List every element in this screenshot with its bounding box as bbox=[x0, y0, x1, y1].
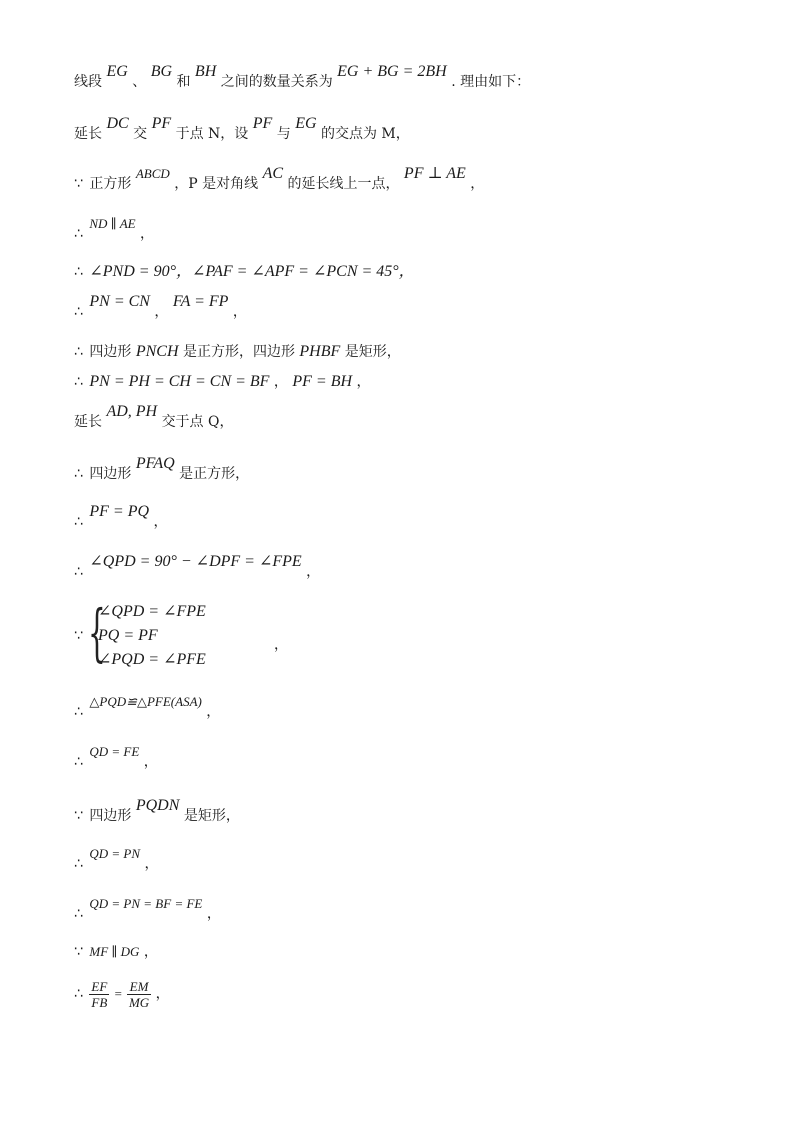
text: 四边形 bbox=[89, 466, 132, 482]
math: QD = PN bbox=[89, 846, 141, 861]
text: ， bbox=[155, 986, 170, 1002]
line-16 bbox=[74, 797, 240, 826]
therefore-symbol: ∴ bbox=[74, 906, 83, 922]
math: EG bbox=[295, 115, 317, 132]
line-10 bbox=[74, 455, 250, 484]
math: ∠QPD = 90° − ∠DPF = ∠FPE bbox=[89, 553, 302, 570]
text: 的交点为 M， bbox=[320, 126, 410, 142]
therefore-symbol: ∴ bbox=[74, 986, 83, 1002]
text: 四边形 bbox=[89, 344, 132, 360]
denominator: FB bbox=[91, 994, 108, 1010]
text: ， bbox=[232, 304, 247, 320]
therefore-symbol: ∴ bbox=[74, 374, 83, 390]
because-symbol: ∵ bbox=[74, 176, 83, 192]
math: EG + BG = 2BH bbox=[337, 63, 447, 80]
because-symbol: ∵ bbox=[74, 628, 83, 644]
therefore-symbol: ∴ bbox=[74, 564, 83, 580]
line-6 bbox=[74, 293, 247, 322]
because-symbol: ∵ bbox=[74, 944, 83, 960]
text: 于点 N，设 bbox=[175, 126, 249, 142]
math: PF = PQ bbox=[89, 503, 150, 520]
math: QD = PN = BF = FE bbox=[89, 896, 203, 911]
text: ， bbox=[154, 304, 169, 320]
line-2 bbox=[74, 115, 410, 144]
text: 之间的数量关系为 bbox=[220, 74, 333, 90]
text: ， bbox=[143, 944, 158, 960]
math: PF = BH bbox=[292, 373, 353, 390]
therefore-symbol: ∴ bbox=[74, 466, 83, 482]
because-symbol: ∵ bbox=[74, 808, 83, 824]
text: ， bbox=[470, 176, 485, 192]
line-1 bbox=[74, 63, 531, 92]
text: ， bbox=[144, 856, 159, 872]
text: 、 bbox=[132, 74, 147, 90]
line-20 bbox=[74, 978, 170, 1010]
text: ， bbox=[140, 226, 155, 242]
text: ，P 是对角线 bbox=[174, 176, 259, 192]
text: ， bbox=[206, 906, 221, 922]
line-12 bbox=[74, 553, 321, 582]
math: PN = CN bbox=[89, 293, 150, 310]
text: 是正方形，四边形 bbox=[182, 344, 295, 360]
math: ND ∥ AE bbox=[89, 216, 136, 231]
text: ， bbox=[143, 754, 158, 770]
line-4 bbox=[74, 216, 155, 244]
condition-row: ∠QPD = ∠FPE bbox=[98, 603, 206, 620]
line-11 bbox=[74, 503, 168, 532]
line-7 bbox=[74, 342, 401, 362]
condition-rows bbox=[98, 600, 206, 672]
text: 是正方形， bbox=[179, 466, 250, 482]
text: 和 bbox=[176, 74, 191, 90]
math: △PQD≌△PFE(ASA) bbox=[89, 694, 202, 709]
left-brace-icon: { bbox=[88, 596, 106, 669]
text: 延长 bbox=[74, 126, 102, 142]
numerator: EF bbox=[91, 978, 108, 994]
fraction-em-mg bbox=[127, 979, 151, 1010]
text: 是矩形， bbox=[344, 344, 401, 360]
text: 正方形 bbox=[89, 176, 132, 192]
math: EG bbox=[106, 63, 128, 80]
math: AC bbox=[262, 165, 284, 182]
text: . 理由如下： bbox=[451, 74, 531, 90]
math: PF bbox=[252, 115, 273, 132]
text: 线段 bbox=[74, 74, 102, 90]
condition-row: PQ = PF bbox=[98, 627, 158, 644]
text: 四边形 bbox=[89, 808, 132, 824]
numerator: EM bbox=[127, 979, 151, 995]
text: ， bbox=[153, 514, 168, 530]
text: 与 bbox=[276, 126, 291, 142]
therefore-symbol: ∴ bbox=[74, 226, 83, 242]
line-14 bbox=[74, 694, 221, 722]
text: 是矩形， bbox=[183, 808, 240, 824]
line-15 bbox=[74, 744, 158, 772]
math: AD, PH bbox=[106, 403, 158, 420]
therefore-symbol: ∴ bbox=[74, 704, 83, 720]
text: 交 bbox=[133, 126, 148, 142]
math: PFAQ bbox=[135, 455, 175, 472]
line-8 bbox=[74, 372, 370, 392]
line-5 bbox=[74, 262, 415, 282]
therefore-symbol: ∴ bbox=[74, 344, 83, 360]
math: PF bbox=[151, 115, 172, 132]
equals: = bbox=[113, 986, 123, 1001]
math: MF ∥ DG bbox=[89, 944, 140, 959]
line-18 bbox=[74, 896, 221, 924]
line-9 bbox=[74, 403, 234, 432]
math: ∠PND = 90°，∠PAF = ∠APF = ∠PCN = 45°， bbox=[89, 263, 415, 280]
therefore-symbol: ∴ bbox=[74, 856, 83, 872]
math: BG bbox=[150, 63, 173, 80]
math: PN = PH = CH = CN = BF bbox=[89, 373, 270, 390]
line-19 bbox=[74, 942, 158, 962]
math: PHBF bbox=[299, 343, 341, 360]
math: BH bbox=[194, 63, 217, 80]
math: DC bbox=[106, 115, 129, 132]
condition-row: ∠PQD = ∠PFE bbox=[98, 651, 206, 668]
fraction-ef-fb bbox=[89, 979, 109, 1010]
therefore-symbol: ∴ bbox=[74, 754, 83, 770]
text: ， bbox=[206, 704, 221, 720]
line-3 bbox=[74, 165, 485, 194]
math: ABCD bbox=[135, 166, 170, 181]
line-17 bbox=[74, 846, 159, 874]
text: ， bbox=[274, 637, 288, 653]
text: 延长 bbox=[74, 414, 102, 430]
text: 的延长线上一点， bbox=[287, 176, 400, 192]
math: PNCH bbox=[135, 343, 179, 360]
therefore-symbol: ∴ bbox=[74, 264, 83, 280]
text: ， bbox=[273, 374, 288, 390]
therefore-symbol: ∴ bbox=[74, 304, 83, 320]
denominator: MG bbox=[128, 994, 150, 1010]
therefore-symbol: ∴ bbox=[74, 514, 83, 530]
text: ， bbox=[306, 564, 321, 580]
math: PF ⊥ AE bbox=[403, 165, 466, 182]
math: QD = FE bbox=[89, 744, 140, 759]
math: FA = FP bbox=[172, 293, 229, 310]
math: PQDN bbox=[135, 797, 180, 814]
text: ， bbox=[356, 374, 371, 390]
text: 交于点 Q， bbox=[161, 414, 234, 430]
